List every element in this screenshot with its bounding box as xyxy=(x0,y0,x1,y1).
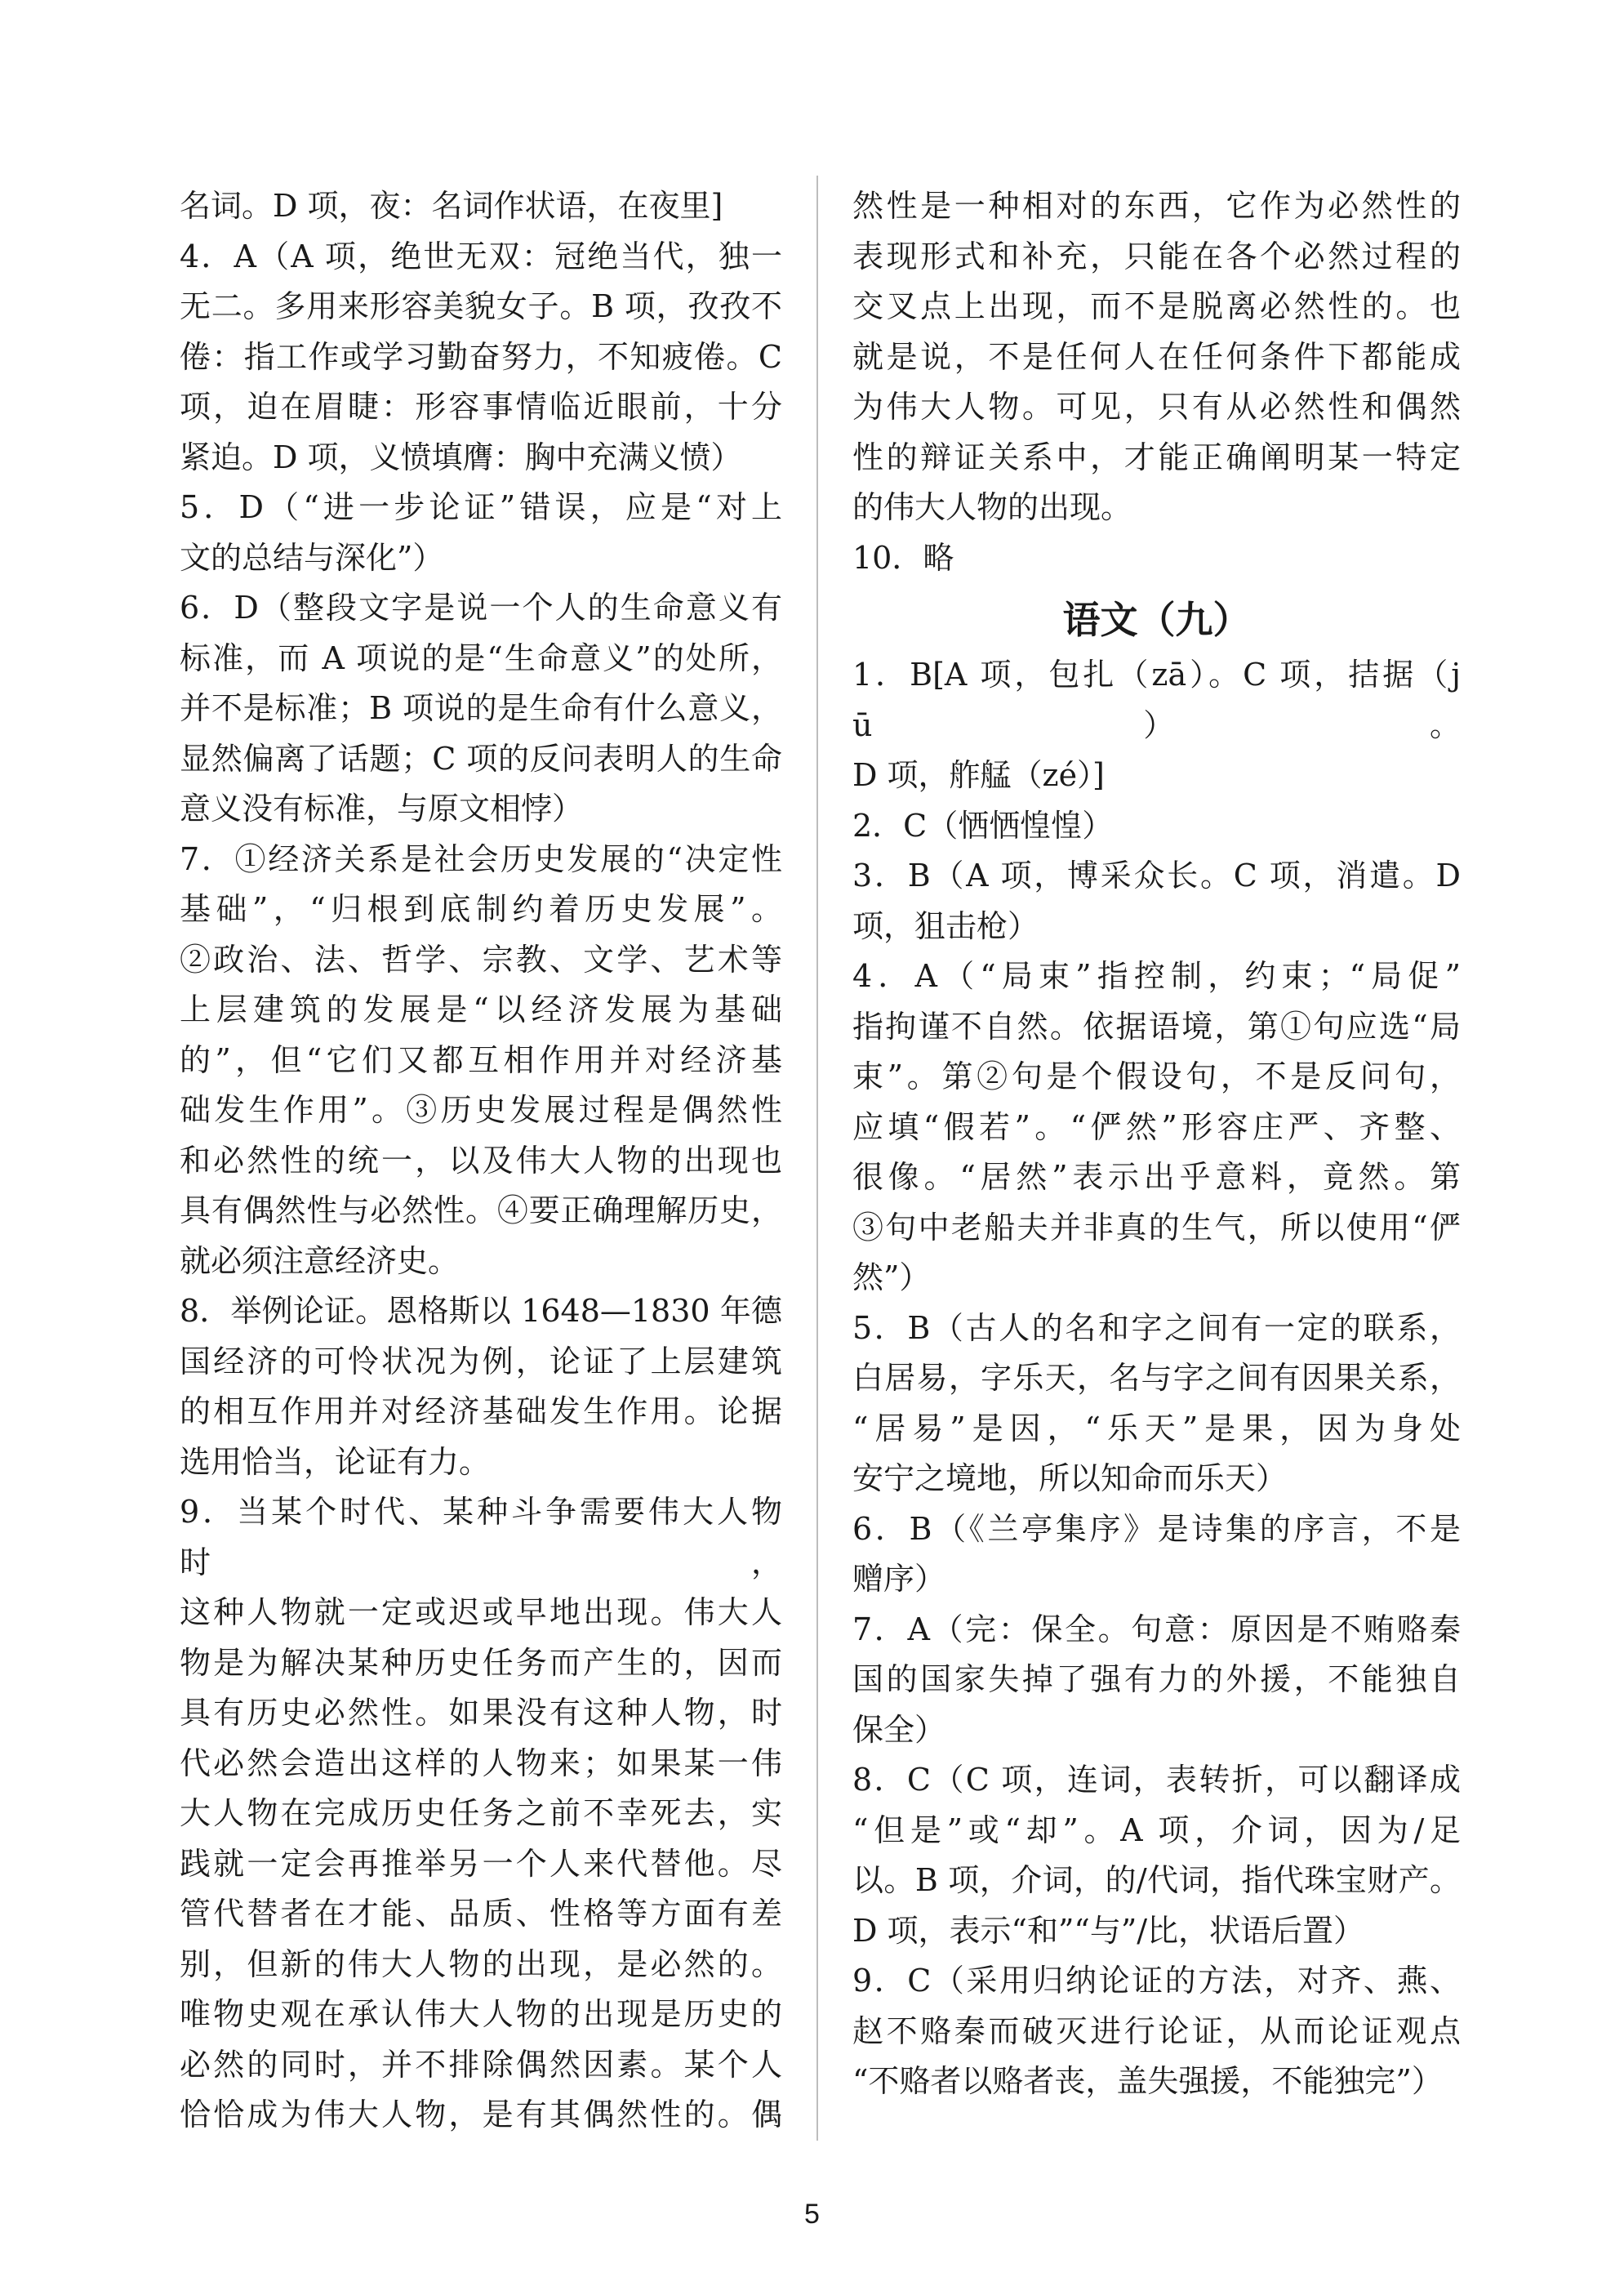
text-line: 别，但新的伟大人物的出现，是必然的。 xyxy=(180,1945,782,1982)
text-line: 国经济的可怜状况为例，论证了上层建筑 xyxy=(180,1343,782,1379)
answer-item xyxy=(852,951,1461,1303)
text-line: 很像。“居然”表示出乎意料，竟然。第 xyxy=(852,1159,1461,1195)
text-line: 1．B[A 项，包扎（zā）。C 项，拮据（jū）。 xyxy=(852,657,1461,743)
text-line: 应填“假若”。“俨然”形容庄严、齐整、 xyxy=(852,1108,1461,1145)
answer-item xyxy=(180,232,782,484)
text-line: 为伟大人物。可见，只有从必然性和偶然 xyxy=(852,389,1461,425)
text-line: 国的国家失掉了强有力的外援，不能独自 xyxy=(852,1661,1461,1697)
text-line: D 项，表示“和”“与”/比，状语后置） xyxy=(852,1912,1365,1949)
answer-item xyxy=(852,1303,1461,1504)
answer-item xyxy=(852,851,1461,951)
text-line: 5．D（“进一步论证”错误，应是“对上 xyxy=(180,489,782,525)
text-line: 束”。第②句是个假设句，不是反问句， xyxy=(852,1058,1461,1094)
text-line: 代必然会造出这样的人物来；如果某一伟 xyxy=(180,1745,782,1781)
text-line: 6．B（《兰亭集序》是诗集的序言，不是 xyxy=(852,1510,1461,1547)
text-line: ②政治、法、哲学、宗教、文学、艺术等 xyxy=(180,941,782,978)
text-line: 选用恰当，论证有力。 xyxy=(180,1443,491,1480)
answer-item xyxy=(852,533,1461,584)
text-line: “居易”是因，“乐天”是果，因为身处 xyxy=(852,1410,1461,1446)
text-line: 名词。D 项，夜：名词作状语，在夜里] xyxy=(180,188,723,224)
text-line: 交叉点上出现，而不是脱离必然性的。也 xyxy=(852,288,1461,324)
text-line: 2．C（恓恓惶惶） xyxy=(852,807,1114,844)
text-line: 5．B（古人的名和字之间有一定的联系， xyxy=(852,1309,1461,1346)
text-line: 这种人物就一定或迟或早地出现。伟大人 xyxy=(180,1594,782,1630)
text-line: 管代替者在才能、品质、性格等方面有差 xyxy=(180,1896,782,1932)
text-line: “但是”或“却”。A 项，介词，因为/足 xyxy=(852,1811,1461,1848)
answer-item xyxy=(852,650,1461,801)
answer-item xyxy=(852,181,1461,533)
text-line: 就必须注意经济史。 xyxy=(180,1242,460,1279)
text-line: 然”） xyxy=(852,1259,931,1295)
text-line: 白居易，字乐天，名与字之间有因果关系， xyxy=(852,1360,1461,1396)
text-line: 3．B（A 项，博采众长。C 项，消遣。D xyxy=(852,858,1461,893)
page-number: 5 xyxy=(804,2198,820,2230)
answer-item xyxy=(180,1487,782,2141)
text-line: 倦：指工作或学习勤奋努力，不知疲倦。C xyxy=(180,338,782,375)
left-column xyxy=(180,181,782,2141)
text-line: 唯物史观在承认伟大人物的出现是历史的 xyxy=(180,1996,782,2032)
text-line: 指拘谨不自然。依据语境，第①句应选“局 xyxy=(852,1008,1461,1045)
column-divider xyxy=(816,176,818,2141)
text-line: 以。B 项，介词，的/代词，指代珠宝财产。 xyxy=(852,1862,1461,1898)
answer-item xyxy=(852,1504,1461,1605)
text-line: 8．C（C 项，连词，表转折，可以翻译成 xyxy=(852,1762,1461,1798)
text-line: 4．A（“局束”指控制，约束；“局促” xyxy=(852,958,1461,994)
text-line: “不赂者以赂者丧，盖失强援，不能独完”） xyxy=(852,2063,1443,2099)
text-line: 的”，但“它们又都互相作用并对经济基 xyxy=(180,1041,782,1078)
text-line: 文的总结与深化”） xyxy=(180,539,444,576)
text-line: 6．D（整段文字是说一个人的生命意义有 xyxy=(180,590,782,626)
text-line: 基础”，“归根到底制约着历史发展”。 xyxy=(180,891,782,927)
right-column-answers xyxy=(852,650,1461,2107)
text-line: 具有历史必然性。如果没有这种人物，时 xyxy=(180,1695,782,1731)
text-line: 赵不赂秦而破灭进行论证，从而论证观点 xyxy=(852,2012,1461,2049)
text-line: D 项，舴艋（zé）] xyxy=(852,757,1105,793)
text-line: 上层建筑的发展是“以经济发展为基础 xyxy=(180,992,782,1027)
text-line: 意义没有标准，与原文相悖） xyxy=(180,791,584,827)
text-line: 无二。多用来形容美貌女子。B 项，孜孜不 xyxy=(180,288,782,324)
text-line: 具有偶然性与必然性。④要正确理解历史， xyxy=(180,1192,782,1228)
answer-columns xyxy=(180,181,1462,2141)
text-line: 物是为解决某种历史任务而产生的，因而 xyxy=(180,1644,782,1681)
text-line: 的相互作用并对经济基础发生作用。论据 xyxy=(180,1393,782,1429)
answer-item xyxy=(180,583,782,835)
answer-item xyxy=(180,181,782,232)
text-line: 的伟大人物的出现。 xyxy=(852,489,1132,525)
text-line: 然性是一种相对的东西，它作为必然性的 xyxy=(852,188,1461,224)
text-line: 紧迫。D 项，义愤填膺：胸中充满义愤） xyxy=(180,439,742,475)
text-line: 10．略 xyxy=(852,539,954,576)
text-line: 安宁之境地，所以知命而乐天） xyxy=(852,1460,1288,1496)
answer-item xyxy=(852,1605,1461,1756)
left-column-wrapper xyxy=(180,181,782,2141)
text-line: 7．①经济关系是社会历史发展的“决定性 xyxy=(180,840,782,877)
text-line: 表现形式和补充，只能在各个必然过程的 xyxy=(852,238,1461,274)
text-line: 并不是标准；B 项说的是生命有什么意义， xyxy=(180,690,782,726)
answer-item xyxy=(180,1286,782,1487)
answer-item xyxy=(180,835,782,1287)
text-line: 9．C（采用归纳论证的方法，对齐、燕、 xyxy=(852,1963,1461,1999)
text-line: 础发生作用”。③历史发展过程是偶然性 xyxy=(180,1092,782,1128)
text-line: 保全） xyxy=(852,1711,946,1748)
text-line: 和必然性的统一，以及伟大人物的出现也 xyxy=(180,1142,782,1179)
right-column-wrapper xyxy=(852,181,1461,2141)
text-line: 项，迫在眉睫：形容事情临近眼前，十分 xyxy=(180,389,782,425)
text-line: 性的辩证关系中，才能正确阐明某一特定 xyxy=(852,439,1461,475)
answer-item xyxy=(852,1956,1461,2107)
text-line: 大人物在完成历史任务之前不幸死去，实 xyxy=(180,1795,782,1831)
text-line: 就是说，不是任何人在任何条件下都能成 xyxy=(852,338,1461,375)
text-line: 践就一定会再推举另一个人来代替他。尽 xyxy=(180,1845,782,1882)
answer-item xyxy=(180,483,782,583)
text-line: 8．举例论证。恩格斯以 1648—1830 年德 xyxy=(180,1293,782,1329)
text-line: 恰恰成为伟大人物，是有其偶然性的。偶 xyxy=(180,2097,782,2132)
right-column-continuation xyxy=(852,181,1461,583)
text-line: 显然偏离了话题；C 项的反问表明人的生命 xyxy=(180,740,782,777)
text-line: 必然的同时，并不排除偶然因素。某个人 xyxy=(180,2046,782,2083)
text-line: ③句中老船夫并非真的生气，所以使用“俨 xyxy=(852,1209,1461,1246)
text-line: 赠序） xyxy=(852,1561,946,1597)
answer-item xyxy=(852,1755,1461,1956)
answer-item xyxy=(852,801,1461,852)
section-title: 语文（九） xyxy=(1062,598,1251,642)
text-line: 标准，而 A 项说的是“生命意义”的处所， xyxy=(180,639,782,676)
text-line: 7．A（完：保全。句意：原因是不贿赂秦 xyxy=(852,1611,1461,1647)
text-line: 9．当某个时代、某种斗争需要伟大人物时， xyxy=(180,1494,782,1580)
text-line: 项，狙击枪） xyxy=(852,907,1039,944)
text-line: 4．A（A 项，绝世无双：冠绝当代，独一 xyxy=(180,238,782,274)
